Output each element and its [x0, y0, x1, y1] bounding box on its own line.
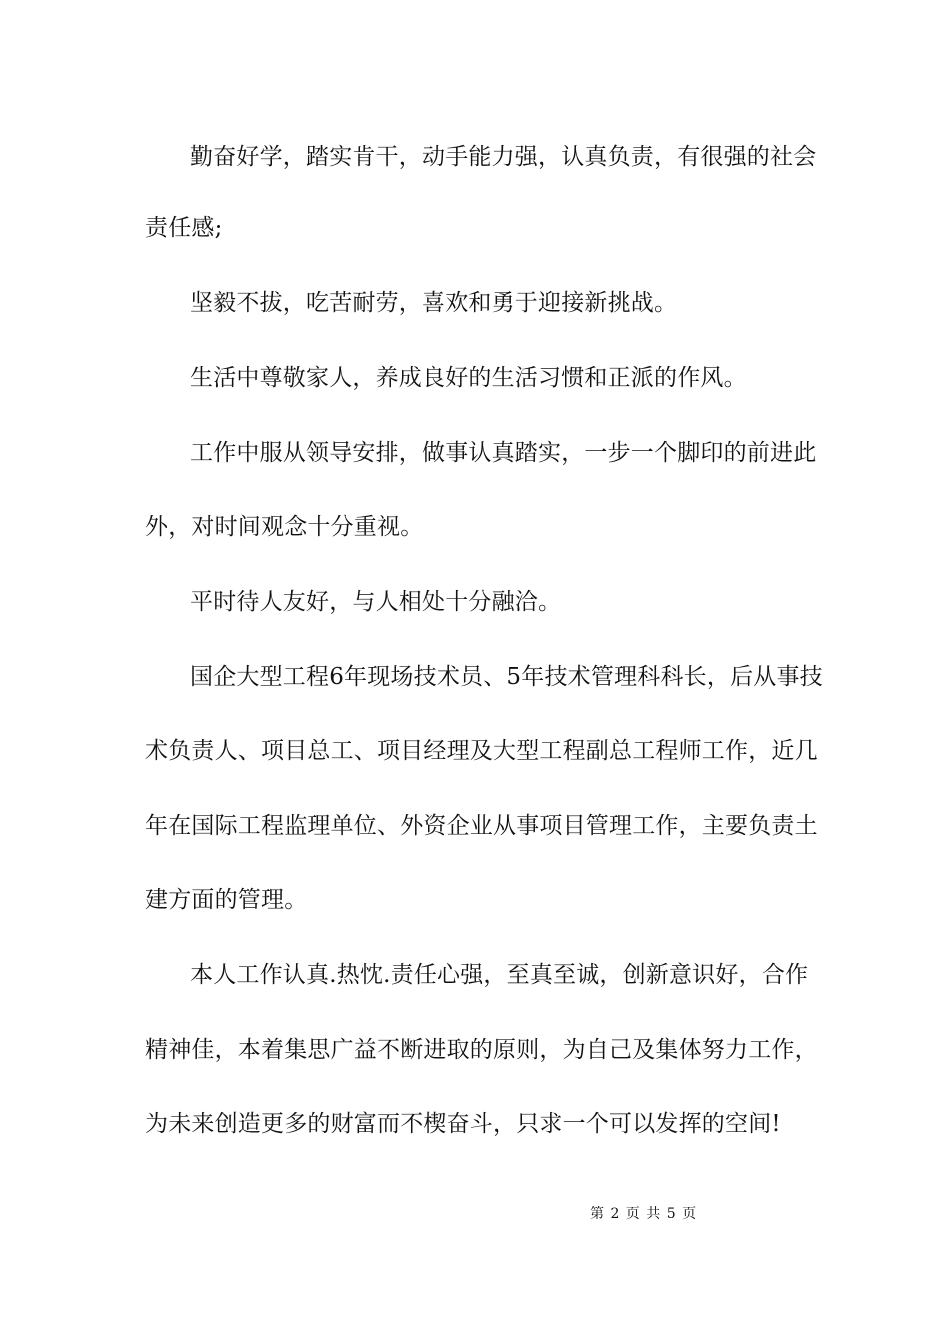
paragraph-6-line-1: 国企大型工程6年现场技术员、5年技术管理科科长，后从事技 — [190, 664, 823, 690]
paragraph-7-line-2: 精神佳，本着集思广益不断进取的原则，为自己及集体努力工作， — [145, 1037, 818, 1063]
paragraph-5: 平时待人友好，与人相处十分融洽。 — [190, 589, 562, 615]
paragraph-3: 生活中尊敬家人，养成良好的生活习惯和正派的作风。 — [190, 365, 747, 391]
paragraph-7-line-1: 本人工作认真.热忱.责任心强，至真至诚，创新意识好，合作 — [190, 962, 809, 988]
paragraph-4-line-2: 外，对时间观念十分重视。 — [145, 514, 424, 540]
paragraph-4-line-1: 工作中服从领导安排，做事认真踏实，一步一个脚印的前进此 — [190, 440, 817, 466]
paragraph-6-line-4: 建方面的管理。 — [145, 887, 308, 913]
page-number-footer: 第 2 页 共 5 页 — [590, 1206, 698, 1222]
paragraph-1-line-1: 勤奋好学，踏实肯干，动手能力强，认真负责，有很强的社会 — [190, 144, 817, 170]
paragraph-6-line-2: 术负责人、项目总工、项目经理及大型工程副总工程师工作，近几 — [145, 738, 818, 764]
paragraph-6-line-3: 年在国际工程监理单位、外资企业从事项目管理工作，主要负责土 — [145, 813, 818, 839]
paragraph-7-line-3: 为未来创造更多的财富而不楔奋斗，只求一个可以发挥的空间! — [145, 1111, 781, 1137]
paragraph-2: 坚毅不拔，吃苦耐劳，喜欢和勇于迎接新挑战。 — [190, 290, 678, 316]
paragraph-1-line-2: 责任感; — [145, 215, 223, 241]
